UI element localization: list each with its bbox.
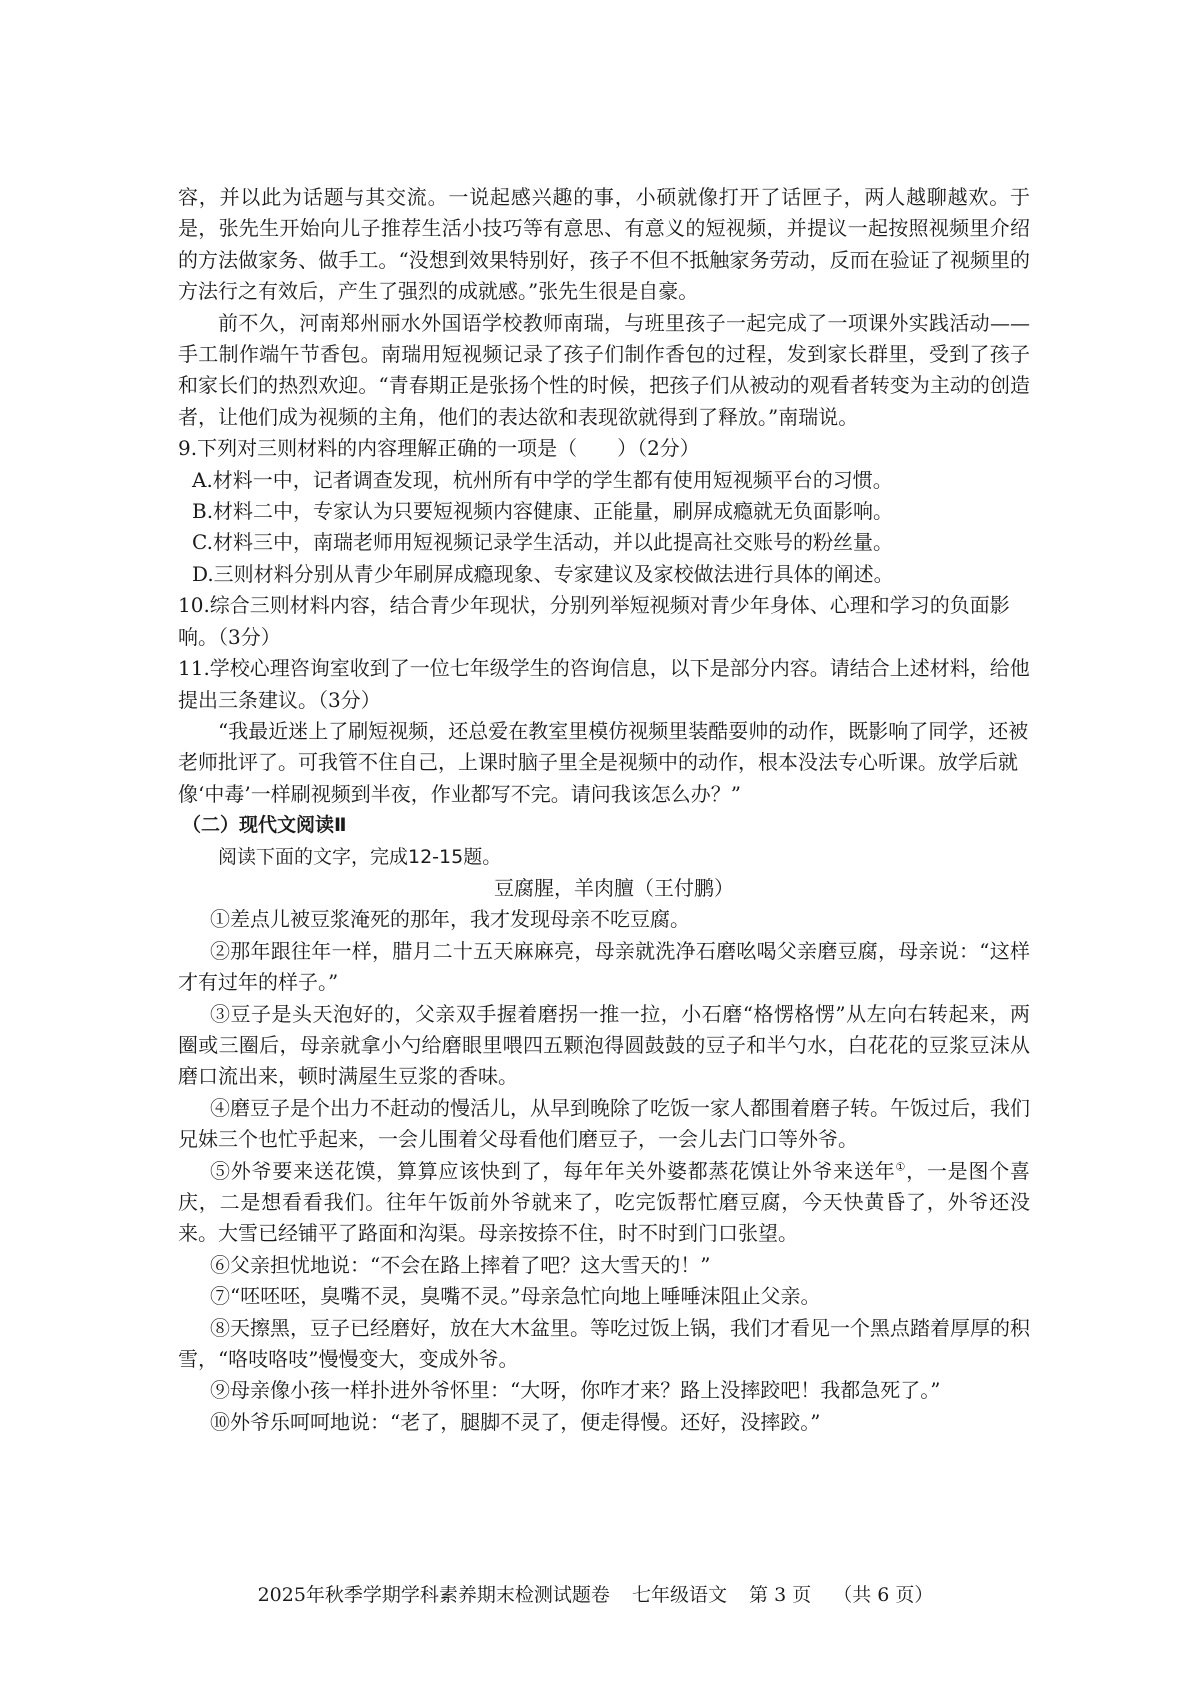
question-11-quote: “我最近迷上了刷短视频，还总爱在教室里模仿视频里装酷耍帅的动作，既影响了同学，还被老师批评了。可我管不住自己，上课时脑子里全是视频中的动作，根本没法专心听课。放学后就像‘中毒’一样刷视频到半夜，作业都写不完。请问我该怎么办？” bbox=[178, 718, 1029, 806]
essay-paragraph-5-part1: ⑤外爷要来送花馍，算算应该快到了，每年年关外婆都蒸花馍让外爷来送年 bbox=[210, 1158, 896, 1183]
essay-paragraph-5-part2: ，一是图个喜庆，二是想看看我们。往年午饭前外爷就来了，吃完饭帮忙磨豆腐，今天快黄昏了，外爷还没来。大雪已经铺平了路面和沟渠。母亲按捺不住，时不时到门口张望。 bbox=[178, 1158, 1031, 1246]
essay-paragraph-6: ⑥父亲担忧地说：“不会在路上摔着了吧？这大雪天的！” bbox=[210, 1252, 711, 1277]
footer-page-number: 第 3 页 bbox=[749, 1584, 812, 1606]
question-11-stem: 11.学校心理咨询室收到了一位七年级学生的咨询信息，以下是部分内容。请结合上述材料，给他提出三条建议。（3分） bbox=[178, 656, 1030, 712]
essay-paragraph-4: ④磨豆子是个出力不赶动的慢活儿，从早到晚除了吃饭一家人都围着磨子转。午饭过后，我们兄妹三个也忙乎起来，一会儿围着父母看他们磨豆子，一会儿去门口等外爷。 bbox=[178, 1095, 1030, 1152]
question-9-option-c: C.材料三中，南瑞老师用短视频记录学生活动，并以此提高社交账号的粉丝量。 bbox=[192, 530, 893, 555]
footer-total-pages: （共 6 页） bbox=[833, 1584, 934, 1606]
essay-paragraph-8: ⑧天擦黑，豆子已经磨好，放在大木盆里。等吃过饭上锅，我们才看见一个黑点踏着厚厚的积雪，“咯吱咯吱”慢慢变大，变成外爷。 bbox=[178, 1315, 1030, 1372]
essay-paragraph-5 bbox=[178, 1156, 1030, 1250]
section-heading: （二）现代文阅读Ⅱ bbox=[182, 814, 347, 837]
essay-paragraph-9: ⑨母亲像小孩一样扑进外爷怀里：“大呀，你咋才来？路上没摔跤吧！我都急死了。” bbox=[210, 1378, 941, 1403]
question-9-stem: 9.下列对三则材料的内容理解正确的一项是（ ）（2分） bbox=[178, 436, 700, 461]
essay-paragraph-3: ③豆子是头天泡好的，父亲双手握着磨拐一推一拉，小石磨“格愣格愣”从左向右转起来，两圈或三圈后，母亲就拿小勺给磨眼里喂四五颗泡得圆鼓鼓的豆子和半勺水，白花花的豆浆豆沫从磨口流出来，顿时满屋生豆浆的香味。 bbox=[178, 1001, 1030, 1089]
essay-title: 豆腐腥，羊肉膻（王付鹏） bbox=[494, 875, 734, 900]
reading-instruction: 阅读下面的文字，完成12-15题。 bbox=[218, 845, 502, 868]
footnote-marker: ① bbox=[895, 1159, 907, 1173]
material-three-continued: 容，并以此为话题与其交流。一说起感兴趣的事，小硕就像打开了话匣子，两人越聊越欢。于是，张先生开始向儿子推荐生活小技巧等有意思、有意义的短视频，并提议一起按照视频里介绍的方法做家务、做手工。“没想到效果特别好，孩子不但不抵触家务劳动，反而在验证了视频里的方法行之有效后，产生了强烈的成就感。”张先生很是自豪。 bbox=[178, 185, 1030, 304]
essay-paragraph-7: ⑦“呸呸呸，臭嘴不灵，臭嘴不灵。”母亲急忙向地上唾唾沫阻止父亲。 bbox=[210, 1284, 821, 1309]
question-9-option-d: D.三则材料分别从青少年刷屏成瘾现象、专家建议及家校做法进行具体的阐述。 bbox=[192, 561, 894, 586]
footer-subject: 七年级语文 bbox=[631, 1584, 727, 1606]
page-footer bbox=[0, 1580, 1191, 1607]
question-9-option-b: B.材料二中，专家认为只要短视频内容健康、正能量，刷屏成瘾就无负面影响。 bbox=[192, 499, 894, 524]
question-9-option-a: A.材料一中，记者调查发现，杭州所有中学的学生都有使用短视频平台的习惯。 bbox=[192, 467, 893, 492]
essay-paragraph-1: ①差点儿被豆浆淹死的那年，我才发现母亲不吃豆腐。 bbox=[210, 907, 690, 932]
essay-paragraph-10: ⑩外爷乐呵呵地说：“老了，腿脚不灵了，便走得慢。还好，没摔跤。” bbox=[210, 1409, 821, 1434]
page-body bbox=[178, 182, 1030, 1438]
footer-exam-title: 2025年秋季学期学科素养期末检测试题卷 bbox=[257, 1584, 610, 1606]
question-10: 10.综合三则材料内容，结合青少年现状，分别列举短视频对青少年身体、心理和学习的负面影响。（3分） bbox=[178, 593, 1010, 649]
material-three-paragraph: 前不久，河南郑州丽水外国语学校教师南瑞，与班里孩子一起完成了一项课外实践活动——手工制作端午节香包。南瑞用短视频记录了孩子们制作香包的过程，发到家长群里，受到了孩子和家长们的热烈欢迎。“青春期正是张扬个性的时候，把孩子们从被动的观看者转变为主动的创造者，让他们成为视频的主角，他们的表达欲和表现欲就得到了释放。”南瑞说。 bbox=[178, 310, 1030, 429]
essay-paragraph-2: ②那年跟往年一样，腊月二十五天麻麻亮，母亲就洗净石磨吆喝父亲磨豆腐，母亲说：“这样才有过年的样子。” bbox=[178, 938, 1030, 995]
